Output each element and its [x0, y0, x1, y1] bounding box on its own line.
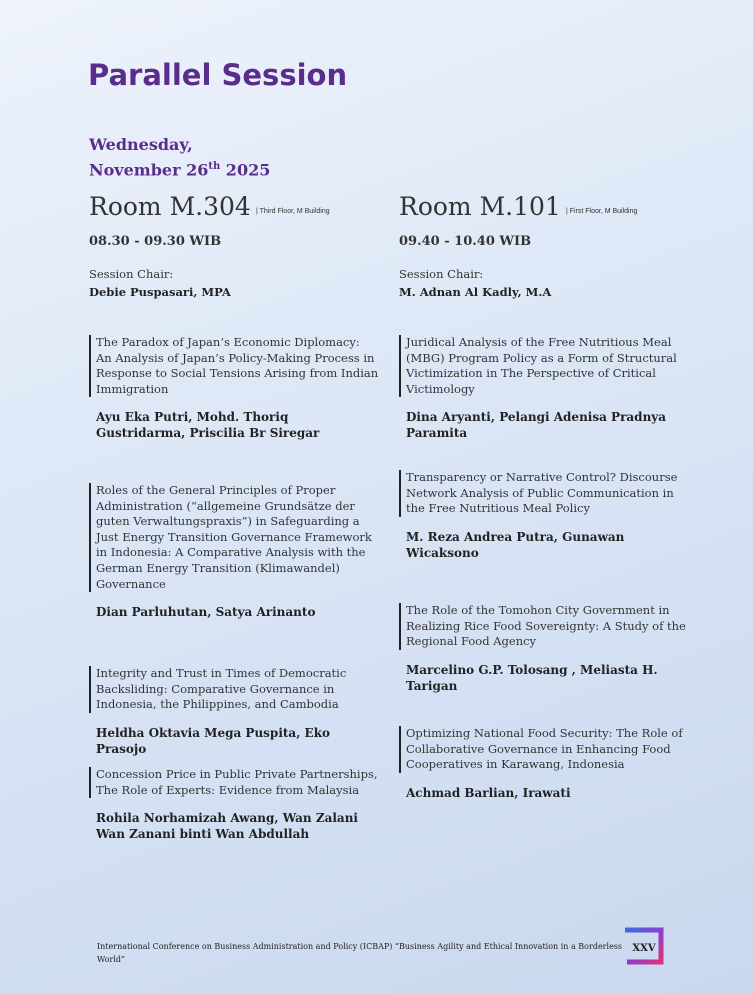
session-column-left [89, 192, 379, 299]
session-date [89, 134, 270, 181]
session-chair-label: Session Chair: [399, 267, 484, 281]
room-floor: | Third Floor, M Building [255, 208, 330, 215]
paper-title: Optimizing National Food Security: The Role of Collaborative Governance in Enhancing Food Cooperatives in Karawang, Indonesia [399, 726, 689, 773]
paper-entry [399, 726, 689, 801]
room-name: Room M.304 [89, 192, 251, 221]
session-chair-name: Debie Puspasari, MPA [89, 285, 231, 299]
paper-authors: M. Reza Andrea Putra, Gunawan Wicaksono [406, 529, 625, 560]
paper-authors: Marcelino G.P. Tolosang , Meliasta H. Tarigan [406, 662, 658, 693]
paper-entry [399, 603, 689, 694]
page-title: Parallel Session [88, 58, 348, 92]
session-chair-name: M. Adnan Al Kadly, M.A [399, 285, 552, 299]
session-chair-label: Session Chair: [89, 267, 174, 281]
conference-logo [621, 924, 667, 968]
room-name: Room M.101 [399, 192, 561, 221]
session-time: 08.30 - 09.30 WIB [89, 234, 222, 249]
paper-title: Concession Price in Public Private Partnerships, The Role of Experts: Evidence from Malaysia [89, 767, 379, 798]
logo-text: XXV [632, 943, 656, 954]
room-floor: | First Floor, M Building [565, 208, 638, 215]
date-weekday: Wednesday, [89, 135, 193, 154]
paper-authors: Dina Aryanti, Pelangi Adenisa Pradnya Paramita [406, 410, 667, 441]
paper-title: Transparency or Narrative Control? Discourse Network Analysis of Public Communication in the Free Nutritious Meal Policy [399, 470, 689, 517]
paper-authors: Heldha Oktavia Mega Puspita, Eko Prasojo [96, 725, 331, 756]
session-column-right [399, 192, 689, 299]
paper-title: Integrity and Trust in Times of Democratic Backsliding: Comparative Governance in Indonesia, the Philippines, and Cambodia [89, 666, 379, 713]
paper-title: The Role of the Tomohon City Government in Realizing Rice Food Sovereignty: A Study of the Regional Food Agency [399, 603, 689, 650]
date-full: November 26th 2025 [89, 160, 271, 180]
paper-authors: Ayu Eka Putri, Mohd. Thoriq Gustridarma, Priscilia Br Siregar [96, 410, 320, 441]
room-heading [89, 192, 379, 226]
paper-entry [399, 335, 689, 441]
paper-authors: Dian Parluhutan, Satya Arinanto [96, 605, 316, 620]
paper-authors: Rohila Norhamizah Awang, Wan Zalani Wan Zanani binti Wan Abdullah [96, 811, 358, 842]
session-time: 09.40 - 10.40 WIB [399, 234, 532, 249]
paper-entry [89, 335, 379, 441]
room-heading [399, 192, 689, 226]
conference-footer: International Conference on Business Administration and Policy (ICBAP) “Business Agility and Ethical Innovation in a Borderless World” [97, 942, 623, 964]
paper-entry [89, 767, 379, 842]
paper-entry [89, 666, 379, 757]
paper-title: Roles of the General Principles of Proper Administration (“allgemeine Grundsätze der guten Verwaltungspraxis”) in Safeguarding a Just Energy Transition Governance Framework in Indonesia: A Comparative Analysis with the German Energy Transition (Klimawandel) Governance [89, 483, 379, 592]
paper-entry [399, 470, 689, 561]
paper-title: The Paradox of Japan’s Economic Diplomacy: An Analysis of Japan’s Policy-Making Process in Response to Social Tensions Arising from Indian Immigration [89, 335, 379, 397]
paper-entry [89, 483, 379, 620]
paper-title: Juridical Analysis of the Free Nutritious Meal (MBG) Program Policy as a Form of Structural Victimization in The Perspective of Critical Victimology [399, 335, 689, 397]
paper-authors: Achmad Barlian, Irawati [406, 785, 571, 800]
